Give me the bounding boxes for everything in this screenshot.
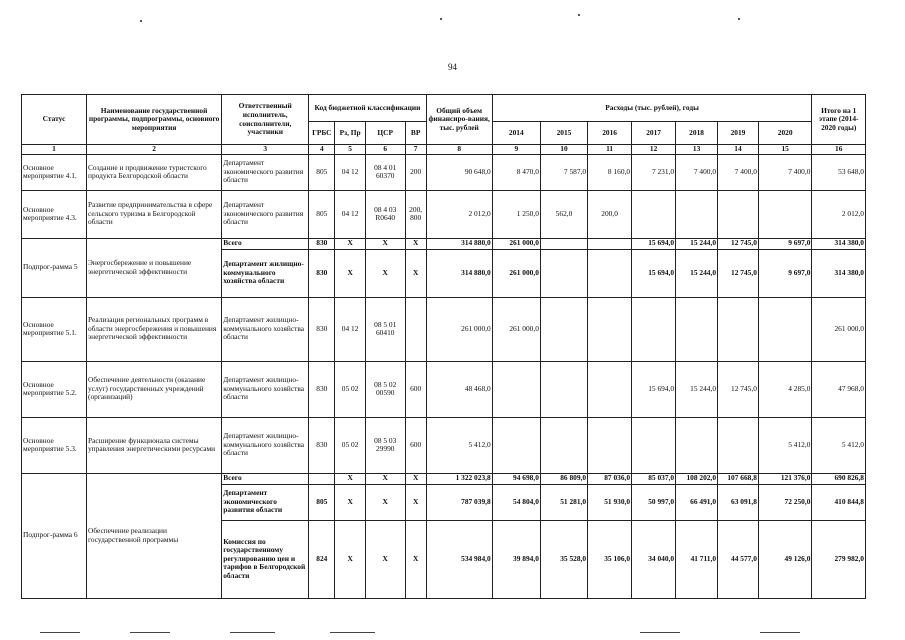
cell-vr: 600	[405, 361, 426, 417]
cell-rzpr: 05 02	[335, 361, 365, 417]
column-number: 12	[632, 145, 676, 155]
cell-year: 94 698,0	[492, 473, 540, 484]
cell-year: 15 244,0	[676, 249, 718, 297]
cell-rzpr: X	[335, 249, 365, 297]
cell-year: 200,0	[588, 190, 632, 238]
cell-vr: X	[405, 520, 426, 598]
cell-name: Создание и продвижение туристского продукта Белгородской области	[86, 154, 221, 190]
cell-year	[492, 361, 540, 417]
cell-grbs: 805	[309, 484, 335, 520]
cell-year: 107 668,8	[718, 473, 759, 484]
scan-speck	[140, 20, 142, 22]
scan-speck	[440, 18, 442, 20]
cell-year	[676, 297, 718, 361]
cell-year	[718, 190, 759, 238]
cell-year: 15 694,0	[632, 238, 676, 249]
cell-name: Реализация региональных программ в области энергосбережения и повышения энергетической эффективности	[86, 297, 221, 361]
table-row	[22, 417, 866, 473]
column-number: 13	[676, 145, 718, 155]
cell-year: 85 037,0	[632, 473, 676, 484]
cell-year	[588, 249, 632, 297]
table-row	[22, 154, 866, 190]
cell-year	[632, 417, 676, 473]
page-number: 94	[448, 62, 457, 72]
cell-year	[758, 190, 811, 238]
col-header-responsible: Ответственный исполнитель, соисполнители, участники	[222, 95, 309, 145]
cell-csr: 08 5 01 60410	[365, 297, 405, 361]
cell-rzpr: X	[335, 484, 365, 520]
table-row	[22, 473, 866, 484]
cell-year: 39 894,0	[492, 520, 540, 598]
cell-year: 4 285,0	[758, 361, 811, 417]
cell-year: 8 470,0	[492, 154, 540, 190]
scan-edge-line	[640, 632, 680, 633]
cell-grbs: 830	[309, 297, 335, 361]
cell-vr: 600	[405, 417, 426, 473]
column-number: 9	[492, 145, 540, 155]
budget-table	[21, 94, 866, 599]
cell-year: 72 250,0	[758, 484, 811, 520]
column-number: 2	[86, 145, 221, 155]
cell-year: 15 694,0	[632, 249, 676, 297]
cell-year: 15 244,0	[676, 361, 718, 417]
cell-grbs: 830	[309, 238, 335, 249]
cell-total: 1 322 023,8	[426, 473, 492, 484]
cell-vr: X	[405, 238, 426, 249]
cell-csr: X	[365, 249, 405, 297]
cell-year: 5 412,0	[758, 417, 811, 473]
cell-year: 12 745,0	[718, 361, 759, 417]
cell-csr: X	[365, 520, 405, 598]
col-header-year: 2019	[718, 122, 759, 145]
cell-total: 787 039,8	[426, 484, 492, 520]
cell-year	[632, 190, 676, 238]
cell-grbs: 805	[309, 154, 335, 190]
cell-year	[588, 297, 632, 361]
cell-year	[676, 417, 718, 473]
cell-status: Основное мероприятие 5.3.	[22, 417, 87, 473]
cell-rzpr: X	[335, 520, 365, 598]
scan-edge-line	[130, 632, 170, 633]
cell-responsible: Департамент жилищно-коммунального хозяйства области	[222, 361, 309, 417]
cell-year: 12 745,0	[718, 249, 759, 297]
column-number: 15	[758, 145, 811, 155]
cell-year	[540, 297, 587, 361]
column-number: 8	[426, 145, 492, 155]
col-header-total-volume: Общий объем финансиро-вания, тыс. рублей	[426, 95, 492, 145]
column-number: 6	[365, 145, 405, 155]
cell-year: 41 711,0	[676, 520, 718, 598]
column-number: 11	[588, 145, 632, 155]
cell-final: 314 380,0	[812, 249, 866, 297]
cell-responsible: Департамент экономического развития области	[222, 154, 309, 190]
cell-year: 35 106,0	[588, 520, 632, 598]
cell-year: 7 587,0	[540, 154, 587, 190]
cell-total: 2 012,0	[426, 190, 492, 238]
cell-rzpr: 04 12	[335, 297, 365, 361]
cell-total: 90 648,0	[426, 154, 492, 190]
cell-csr: 08 4 03 R0640	[365, 190, 405, 238]
cell-status: Основное мероприятие 4.3.	[22, 190, 87, 238]
cell-year	[676, 190, 718, 238]
cell-year: 261 000,0	[492, 249, 540, 297]
cell-year: 7 400,0	[758, 154, 811, 190]
cell-responsible: Департамент жилищно-коммунального хозяйства области	[222, 417, 309, 473]
cell-vr: X	[405, 473, 426, 484]
col-header-year: 2020	[758, 122, 811, 145]
cell-name: Обеспечение реализации государственной программы	[86, 473, 221, 598]
cell-year: 9 697,0	[758, 249, 811, 297]
column-number: 4	[309, 145, 335, 155]
cell-total: 5 412,0	[426, 417, 492, 473]
col-header-expenses: Расходы (тыс. рублей), годы	[492, 95, 812, 122]
cell-year	[540, 417, 587, 473]
column-number: 7	[405, 145, 426, 155]
cell-final: 314 380,0	[812, 238, 866, 249]
table-row	[22, 297, 866, 361]
cell-year	[632, 297, 676, 361]
cell-total: 261 000,0	[426, 297, 492, 361]
cell-responsible: Всего	[222, 238, 309, 249]
col-header-year: 2014	[492, 122, 540, 145]
table-row	[22, 361, 866, 417]
cell-grbs: 830	[309, 417, 335, 473]
column-number: 10	[540, 145, 587, 155]
cell-year	[588, 361, 632, 417]
cell-name: Расширение функционала системы управления энергетическими ресурсами	[86, 417, 221, 473]
cell-year: 1 250,0	[492, 190, 540, 238]
cell-responsible: Департамент экономического развития области	[222, 484, 309, 520]
cell-year: 261 000,0	[492, 297, 540, 361]
cell-rzpr: 04 12	[335, 190, 365, 238]
cell-vr	[405, 297, 426, 361]
cell-year: 12 745,0	[718, 238, 759, 249]
scan-edge-line	[760, 632, 800, 633]
cell-year: 15 694,0	[632, 361, 676, 417]
cell-vr: 200, 800	[405, 190, 426, 238]
cell-year: 15 244,0	[676, 238, 718, 249]
cell-year	[588, 238, 632, 249]
cell-year	[718, 297, 759, 361]
col-header-status: Статус	[22, 95, 87, 145]
cell-year: 63 091,8	[718, 484, 759, 520]
cell-year	[540, 249, 587, 297]
cell-responsible: Всего	[222, 473, 309, 484]
cell-name: Обеспечение деятельности (оказание услуг) государственных учреждений (организаций)	[86, 361, 221, 417]
cell-vr: X	[405, 484, 426, 520]
cell-year: 261 000,0	[492, 238, 540, 249]
cell-year: 8 160,0	[588, 154, 632, 190]
cell-year: 7 231,0	[632, 154, 676, 190]
cell-final: 5 412,0	[812, 417, 866, 473]
cell-responsible: Департамент экономического развития области	[222, 190, 309, 238]
cell-total: 314 880,0	[426, 249, 492, 297]
cell-year	[588, 417, 632, 473]
col-header-year: 2018	[676, 122, 718, 145]
cell-year: 562,0	[540, 190, 587, 238]
cell-year: 7 400,0	[718, 154, 759, 190]
cell-year: 51 281,0	[540, 484, 587, 520]
cell-responsible: Департамент жилищно-коммунального хозяйства области	[222, 297, 309, 361]
cell-year	[718, 417, 759, 473]
cell-total: 534 984,0	[426, 520, 492, 598]
cell-year: 51 930,0	[588, 484, 632, 520]
cell-year	[540, 361, 587, 417]
cell-status: Основное мероприятие 5.1.	[22, 297, 87, 361]
cell-csr: 08 5 03 29990	[365, 417, 405, 473]
cell-status: Подпрог-рамма 6	[22, 473, 87, 598]
cell-grbs: 830	[309, 249, 335, 297]
cell-responsible: Департамент жилищно-коммунального хозяйства области	[222, 249, 309, 297]
cell-year: 49 126,0	[758, 520, 811, 598]
cell-status: Подпрог-рамма 5	[22, 238, 87, 297]
cell-csr: X	[365, 473, 405, 484]
col-header-year: 2015	[540, 122, 587, 145]
column-number: 16	[812, 145, 866, 155]
cell-year: 54 804,0	[492, 484, 540, 520]
cell-grbs	[309, 473, 335, 484]
cell-status: Основное мероприятие 4.1.	[22, 154, 87, 190]
column-number: 1	[22, 145, 87, 155]
cell-csr: 08 5 02 00590	[365, 361, 405, 417]
cell-rzpr: X	[335, 238, 365, 249]
cell-final: 690 826,8	[812, 473, 866, 484]
cell-rzpr: 04 12	[335, 154, 365, 190]
column-number: 14	[718, 145, 759, 155]
cell-status: Основное мероприятие 5.2.	[22, 361, 87, 417]
cell-vr: X	[405, 249, 426, 297]
table-row	[22, 238, 866, 249]
column-number-row	[22, 145, 866, 155]
cell-year	[758, 297, 811, 361]
col-header-grbs: ГРБС	[309, 122, 335, 145]
scan-edge-line	[40, 632, 80, 633]
cell-year	[492, 417, 540, 473]
cell-year: 108 202,0	[676, 473, 718, 484]
header-row	[22, 95, 866, 122]
col-header-final-total: Итого на 1 этапе (2014-2020 годы)	[812, 95, 866, 145]
col-header-rzpr: Рз, Пр	[335, 122, 365, 145]
cell-year: 50 997,0	[632, 484, 676, 520]
column-number: 3	[222, 145, 309, 155]
cell-csr: 08 4 01 60370	[365, 154, 405, 190]
cell-year: 9 697,0	[758, 238, 811, 249]
table-row	[22, 190, 866, 238]
cell-csr: X	[365, 238, 405, 249]
cell-year: 7 400,0	[676, 154, 718, 190]
col-header-name: Наименование государственной программы, подпрограммы, основного мероприятия	[86, 95, 221, 145]
cell-responsible: Комиссия по государственному регулированию цен и тарифов в Белгородской области	[222, 520, 309, 598]
cell-final: 2 012,0	[812, 190, 866, 238]
cell-final: 261 000,0	[812, 297, 866, 361]
cell-csr: X	[365, 484, 405, 520]
cell-year: 87 036,0	[588, 473, 632, 484]
cell-name: Развитие предпринимательства в сфере сельского туризма в Белгородской области	[86, 190, 221, 238]
cell-final: 279 982,0	[812, 520, 866, 598]
cell-year: 121 376,0	[758, 473, 811, 484]
cell-total: 48 468,0	[426, 361, 492, 417]
cell-year: 34 040,0	[632, 520, 676, 598]
column-number: 5	[335, 145, 365, 155]
cell-year: 44 577,0	[718, 520, 759, 598]
col-header-budget-code: Код бюджетной классификации	[309, 95, 426, 122]
cell-year: 66 491,0	[676, 484, 718, 520]
cell-final: 47 968,0	[812, 361, 866, 417]
cell-grbs: 805	[309, 190, 335, 238]
cell-grbs: 830	[309, 361, 335, 417]
cell-name: Энергосбережение и повышение энергетической эффективности	[86, 238, 221, 297]
col-header-csr: ЦСР	[365, 122, 405, 145]
cell-year: 86 809,0	[540, 473, 587, 484]
cell-rzpr: X	[335, 473, 365, 484]
cell-year	[540, 238, 587, 249]
cell-vr: 200	[405, 154, 426, 190]
cell-total: 314 880,0	[426, 238, 492, 249]
col-header-vr: ВР	[405, 122, 426, 145]
cell-final: 53 648,0	[812, 154, 866, 190]
cell-rzpr: 05 02	[335, 417, 365, 473]
cell-grbs: 824	[309, 520, 335, 598]
col-header-year: 2016	[588, 122, 632, 145]
cell-year: 35 528,0	[540, 520, 587, 598]
scan-speck	[738, 18, 740, 20]
scan-edge-line	[330, 632, 375, 633]
scan-edge-line	[230, 632, 275, 633]
scan-speck	[578, 14, 580, 16]
col-header-year: 2017	[632, 122, 676, 145]
cell-final: 410 844,8	[812, 484, 866, 520]
